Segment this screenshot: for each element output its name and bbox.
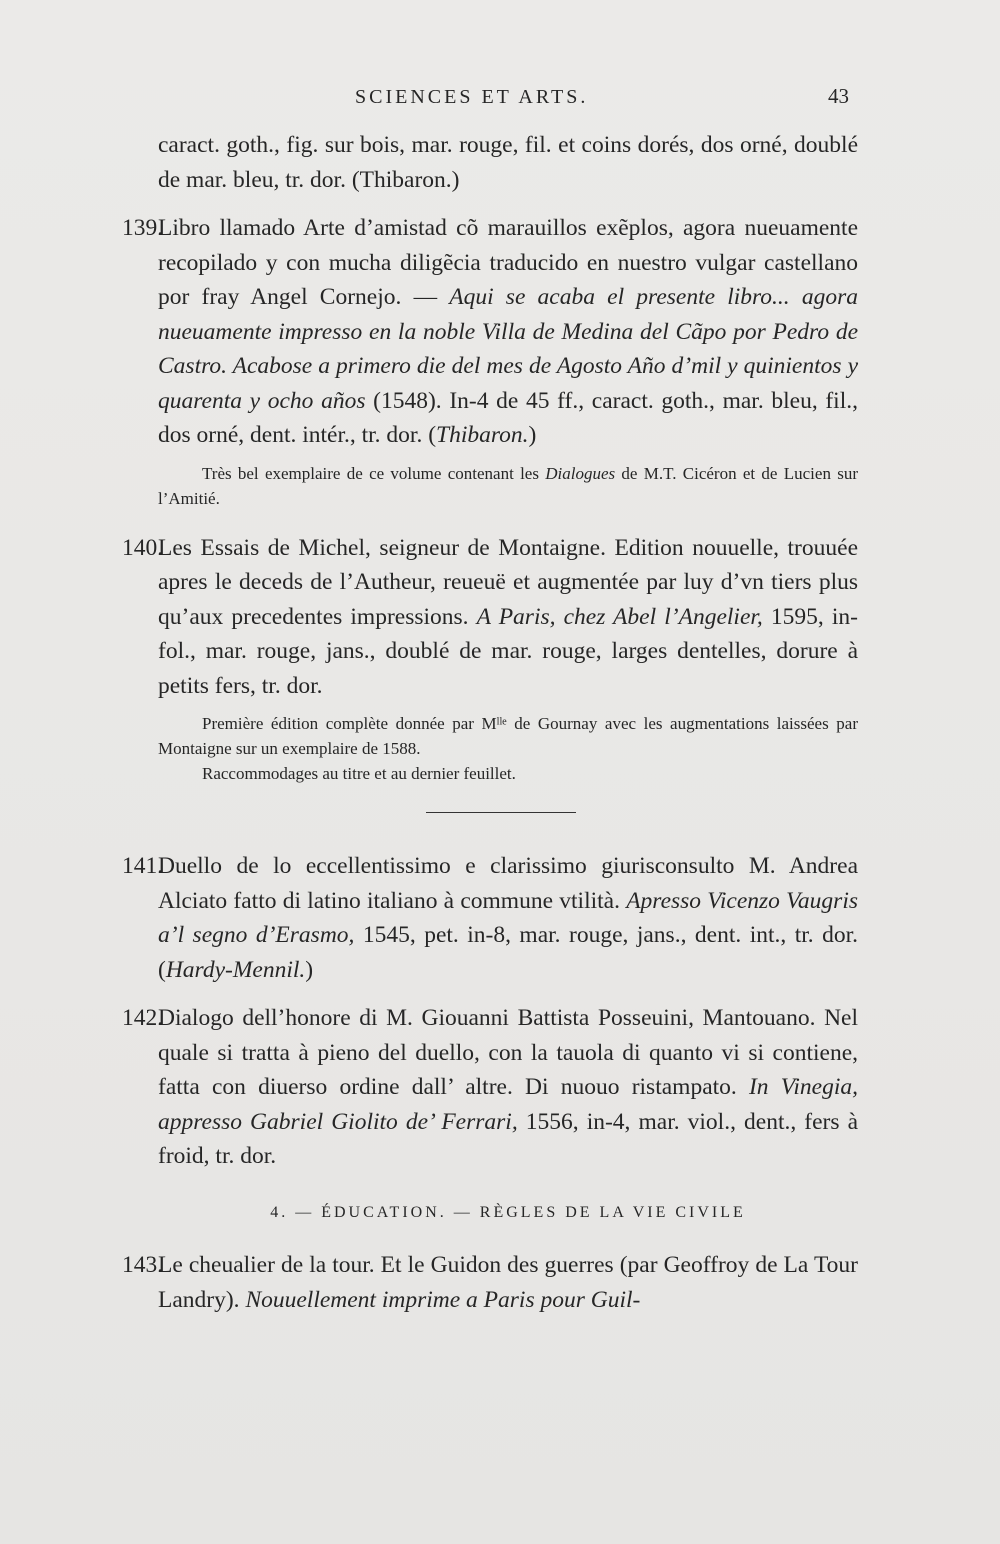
entry-number: 139. [122, 215, 164, 241]
entry-note [158, 461, 858, 511]
running-title: SCIENCES ET ARTS. [355, 86, 589, 108]
section-heading: 4. — ÉDUCATION. — RÈGLES DE LA VIE CIVILE [270, 1203, 746, 1221]
binder-name: Hardy-Mennil. [165, 956, 306, 983]
entry-text-roman: 1595, in-fol., mar. rouge, jans., doublé de mar. rouge, larges dentelles, dorure à petits fers, tr. dor. [158, 603, 859, 699]
binder-name: Thibaron. [436, 422, 529, 448]
entry-text-roman: Dialogo dell’honore di M. Giouanni Battista Posseuini, Mantouano. Nel quale si tratta à pieno del duello, con la tauola di quanto vi si contiene, fatta con diuerso ordine dall’ altre. Di nuouo ristampato. [158, 1005, 858, 1100]
entry-text-roman: Les Essais de Michel, seigneur de Montaigne. Edition nouuelle, trouuée apres le deceds de l’Autheur, reueuë et augmentée par luy d’vn tiers plus qu’aux precedentes impressions. [158, 534, 858, 630]
entry-139 [122, 211, 859, 511]
section-divider [426, 812, 576, 813]
entry-note: Première édition complète donnée par Mˡˡᵉ de Gournay avec les augmentations laissées par Montaigne sur un exemplaire de 1588. [158, 714, 858, 758]
entry-text [158, 1248, 858, 1317]
entry-note: Raccommodages au titre et au dernier feuillet. [202, 764, 516, 783]
entry-142 [122, 1001, 858, 1174]
note-text: Très bel exemplaire de ce volume contenant les [202, 463, 546, 483]
entry-text [158, 1001, 858, 1174]
page-content [122, 128, 859, 1317]
entry-number: 142. [122, 1005, 164, 1031]
entry-text [158, 211, 858, 453]
entry-141 [122, 849, 858, 987]
entry-text-italic: Apresso Vicenzo Vaugris a’l segno d’Erasmo, [158, 887, 858, 948]
page-number: 43 [828, 84, 849, 108]
entry-number: 141. [122, 853, 164, 879]
entry-text-roman: ) [305, 956, 314, 983]
entry-text-roman: 1556, in-4, mar. viol., dent., fers à froid, tr. dor. [158, 1108, 858, 1169]
entry-140 [122, 531, 859, 787]
entry-number: 143. [122, 1252, 164, 1278]
note-text-italic: Dialogues [545, 463, 616, 483]
entry-text-roman: ) [528, 422, 537, 448]
entry-text-roman: Le cheualier de la tour. Et le Guidon des guerres (par Geoffroy de La Tour Landry). [158, 1252, 858, 1313]
entry-text-italic: Aqui se acaba el presente libro... agora nueuamente impresso en la noble Villa de Medina del Cãpo por Pedro de Castro. Acabose a primero die del mes de Agosto Año d’mil y quinientos y quarenta y ocho años [158, 284, 858, 414]
entry-text-roman: Duello de lo eccellentissimo e clarissimo giurisconsulto M. Andrea Alciato fatto di latino italiano à commune vtilità. [158, 853, 858, 914]
entry-138-continuation [158, 128, 858, 197]
entry-text-roman: 1545, pet. in-8, mar. rouge, jans., dent. int., tr. dor. ( [158, 922, 858, 983]
entry-text-roman: Libro llamado Arte d’amistad cõ marauillos exẽplos, agora nueuamente recopilado y con mucha diligẽcia traducido en nuestro vulgar castellano por fray Angel Cornejo. — [158, 215, 858, 310]
entry-text-roman: (1548). In-4 de 45 ff., caract. goth., mar. bleu, fil., dos orné, dent. intér., tr. dor. ( [158, 387, 858, 448]
entry-text-italic: In Vinegia, appresso Gabriel Giolito de’ Ferrari, [158, 1074, 858, 1135]
entry-number: 140. [122, 534, 164, 561]
running-head [0, 86, 1000, 116]
entry-text [158, 531, 858, 704]
entry-143 [122, 1248, 858, 1317]
entry-text-italic: Nouuellement imprime a Paris pour Guil- [245, 1286, 641, 1313]
entry-text [158, 849, 858, 987]
note-text: de M.T. Cicéron et de Lucien sur l’Amitié. [158, 463, 859, 508]
entry-text-italic: A Paris, chez Abel l’Angelier, [476, 603, 763, 630]
entry-text: caract. goth., fig. sur bois, mar. rouge, fil. et coins dorés, dos orné, doublé de mar. bleu, tr. dor. (Thibaron.) [158, 132, 858, 193]
